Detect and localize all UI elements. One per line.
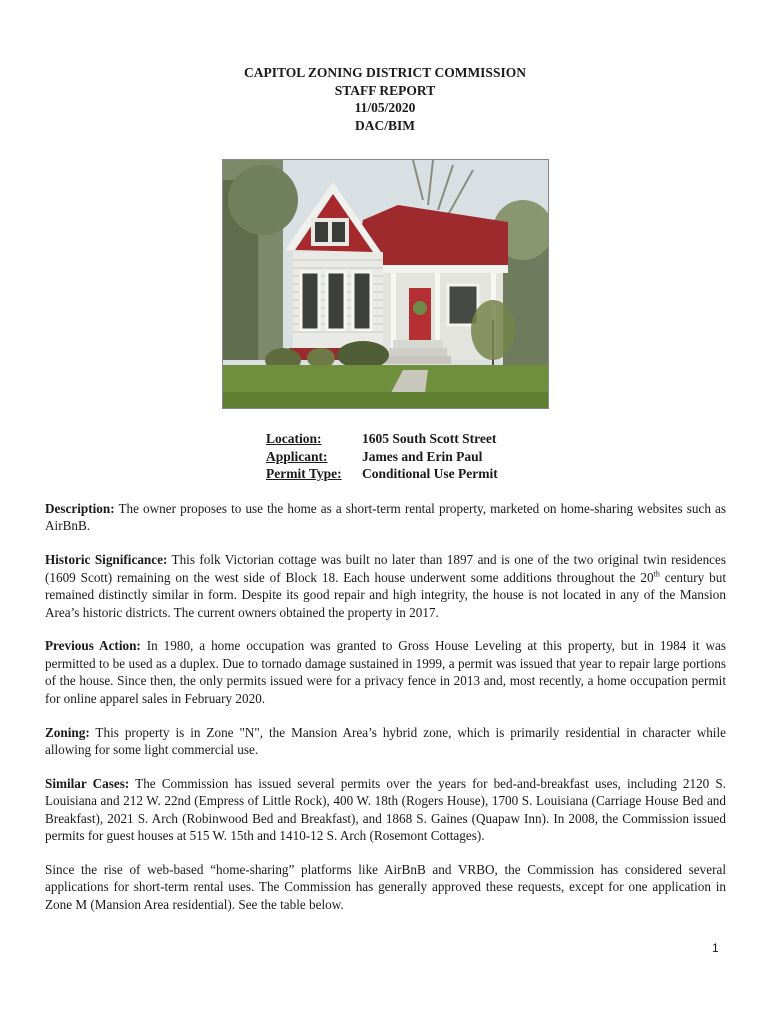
zoning-paragraph [45,724,726,759]
house-photo [222,159,549,409]
similar-cases-paragraph [45,775,726,845]
previous-label: Previous Action: [45,638,141,654]
description-label: Description: [45,501,115,516]
historic-label: Historic Significance: [45,552,168,568]
location-row: Location: 1605 South Scott Street [266,431,497,446]
similar-text: The Commission has issued several permits over the years for bed-and-breakfast uses, including 2120 S. Louisiana and 212 W. 22nd (Empress of Little Rock), 400 W. 18th (Rogers House), 1700 S. Louisiana (Carriage House Bed and Breakfast), 2021 S. Arch (Robinwood Bed and Breakfast), and 1868 S. Gaines (Quapaw Inn). In 2008, the Commission issued permits for guest houses at 515 W. 15th and 1410-12 S. Arch (Rosemont Cottages). [45,775,727,844]
previous-text: In 1980, a home occupation was granted to Gross House Leveling at this property, but in 1984 it was permitted to be used as a duplex. Due to tornado damage sustained in 1999, a permit was issued that year to repair large portions of the house. Since then, the only permits issued were for a privacy fence in 2013 and, most recently, a home occupation permit for online apparel sales in February 2020. [45,638,726,706]
page-number: 1 [712,941,719,955]
report-date: 11/05/2020 [354,100,416,115]
location-label: Location [266,431,318,446]
since-paragraph [45,861,726,913]
report-header [0,64,770,134]
zoning-label: Zoning: [45,724,90,740]
report-body [45,500,726,930]
zoning-text: This property is in Zone "N", the Mansion Area’s hybrid zone, which is primarily residential in character while allowing for some light commercial use. [45,724,726,757]
permit-type-value: Conditional Use Permit [362,466,498,481]
description-text: The owner proposes to use the home as a short-term rental property, marketed on home-sharing websites such as AirBnB. [45,501,726,534]
historic-text-a: This folk Victorian cottage was built no later than 1897 and is one of the two original twin residences (1609 Scott) remaining on the west side of Block 18. Each house underwent some additions throughout the 20 [45,552,726,585]
previous-action-paragraph [45,637,726,707]
commission-title: CAPITOL ZONING DISTRICT COMMISSION [244,65,526,80]
description-paragraph [45,500,726,535]
location-value: 1605 South Scott Street [362,431,497,446]
report-type: STAFF REPORT [334,82,436,98]
permit-type-label: Permit Type [266,466,338,481]
applicant-row: Applicant: James and Erin Paul [266,448,498,466]
historic-paragraph [45,551,726,621]
permit-info [266,430,498,483]
historic-sup: th [653,569,660,579]
historic-text-b: century but remained distinctly similar in form. Despite its good repair and high integrity, the house is not located in any of the Mansion Area’s historic districts. The current owners obtained the property in 2017. [45,569,726,620]
applicant-label: Applicant [266,448,324,464]
report-authors: DAC/BIM [355,117,415,133]
since-text: Since the rise of web-based “home-sharing” platforms like AirBnB and VRBO, the Commission has considered several applications for short-term rental uses. The Commission has generally approved these requests, except for one application in Zone M (Mansion Area residential). See the table below. [45,862,726,912]
permit-type-row: Permit Type: Conditional Use Permit [266,466,498,481]
similar-label: Similar Cases: [45,775,130,791]
applicant-value: James and Erin Paul [362,448,483,464]
